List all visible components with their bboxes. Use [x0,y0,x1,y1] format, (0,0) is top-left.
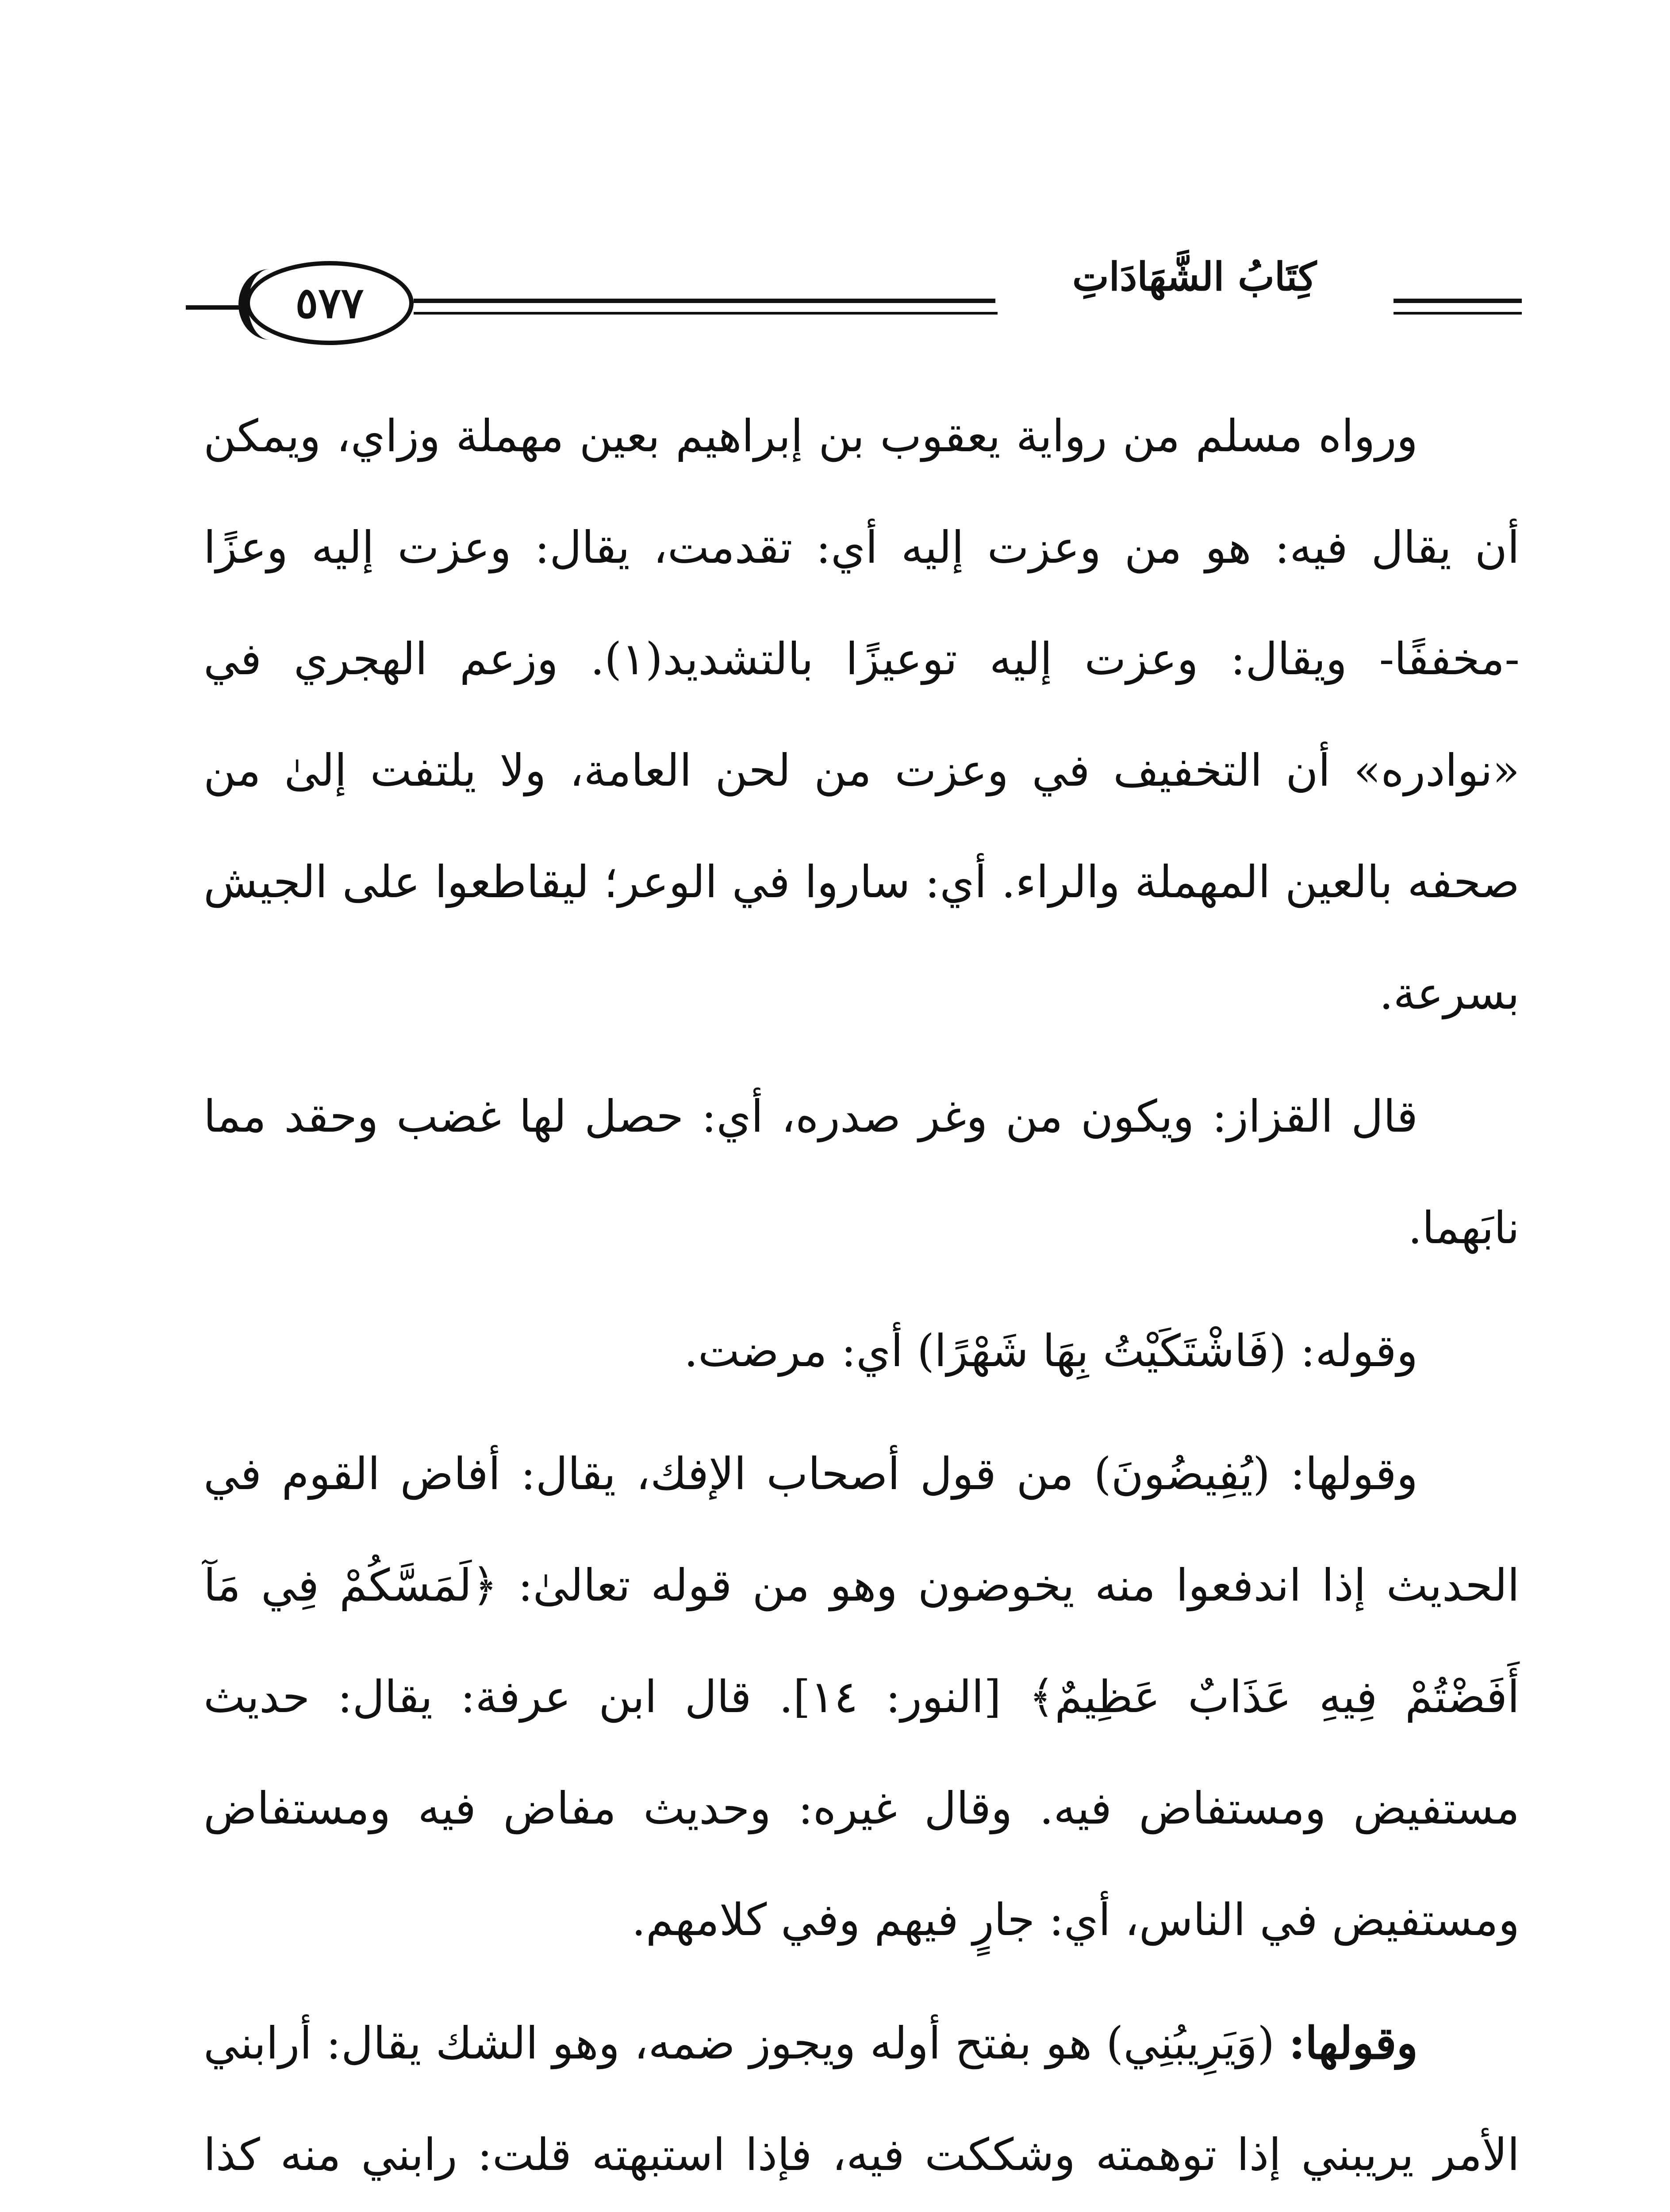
paragraph: وقولها: (يُفِيضُونَ) من قول أصحاب الإفك، يقال: أفاض القوم في الحديث إذا اندفعوا منه يخوضون وهو من قوله تعالىٰ: ﴿لَمَسَّكُمْ فِي مَآ أَفَضْتُمْ فِيهِ عَذَابٌ عَظِيمٌ﴾ [النور: ١٤]. قال ابن عرفة: يقال: حديث مستفيض ومستفاض فيه. وقال غيره: وحديث مفاض فيه ومستفاض ومستفيض في الناس، أي: جارٍ فيهم وفي كلامهم. [203,1448,1520,1946]
header-rule-right [1394,299,1522,303]
paragraph-lead: وقولها: [1289,2017,1418,2069]
paragraph [203,1987,1520,2212]
body-text [203,380,1520,2212]
paragraph: قال القزاز: ويكون من وغر صدره، أي: حصل لها غضب وحقد مما نابَهما. [203,1091,1520,1254]
paragraph: وقوله: (فَاشْتَكَيْتُ بِهَا شَهْرًا) أي: مرضت. [684,1325,1418,1377]
page-number: ٥٧٧ [295,278,364,328]
page-number-badge [246,261,414,345]
header-rule-middle [414,299,998,303]
paragraph-body: (وَيَرِيبُنِي) هو بفتح أوله ويجوز ضمه، وهو الشك يقال: أرابني الأمر يريبني إذا توهمته وشككت فيه، فإذا استبهته قلت: رابني منه كذا [203,2017,1520,2181]
header-rule-right-thin [1394,312,1522,315]
paragraph: ورواه مسلم من رواية يعقوب بن إبراهيم بعين مهملة وزاي، ويمكن أن يقال فيه: هو من وعزت إليه أي: تقدمت، يقال: وعزت إليه وعزًا -مخففًا- ويقال: وعزت إليه توعيزًا بالتشديد(١). وزعم الهجري في «نوادره» أن التخفيف في وعزت من لحن العامة، ولا يلتفت إلىٰ من صحفه بالعين المهملة والراء. أي: ساروا في الوعر؛ ليقاطعوا على الجيش بسرعة. [203,410,1520,1019]
running-title: كِتَابُ الشَّهَادَاتِ [995,248,1394,305]
header-rule-middle-thin [414,312,998,315]
